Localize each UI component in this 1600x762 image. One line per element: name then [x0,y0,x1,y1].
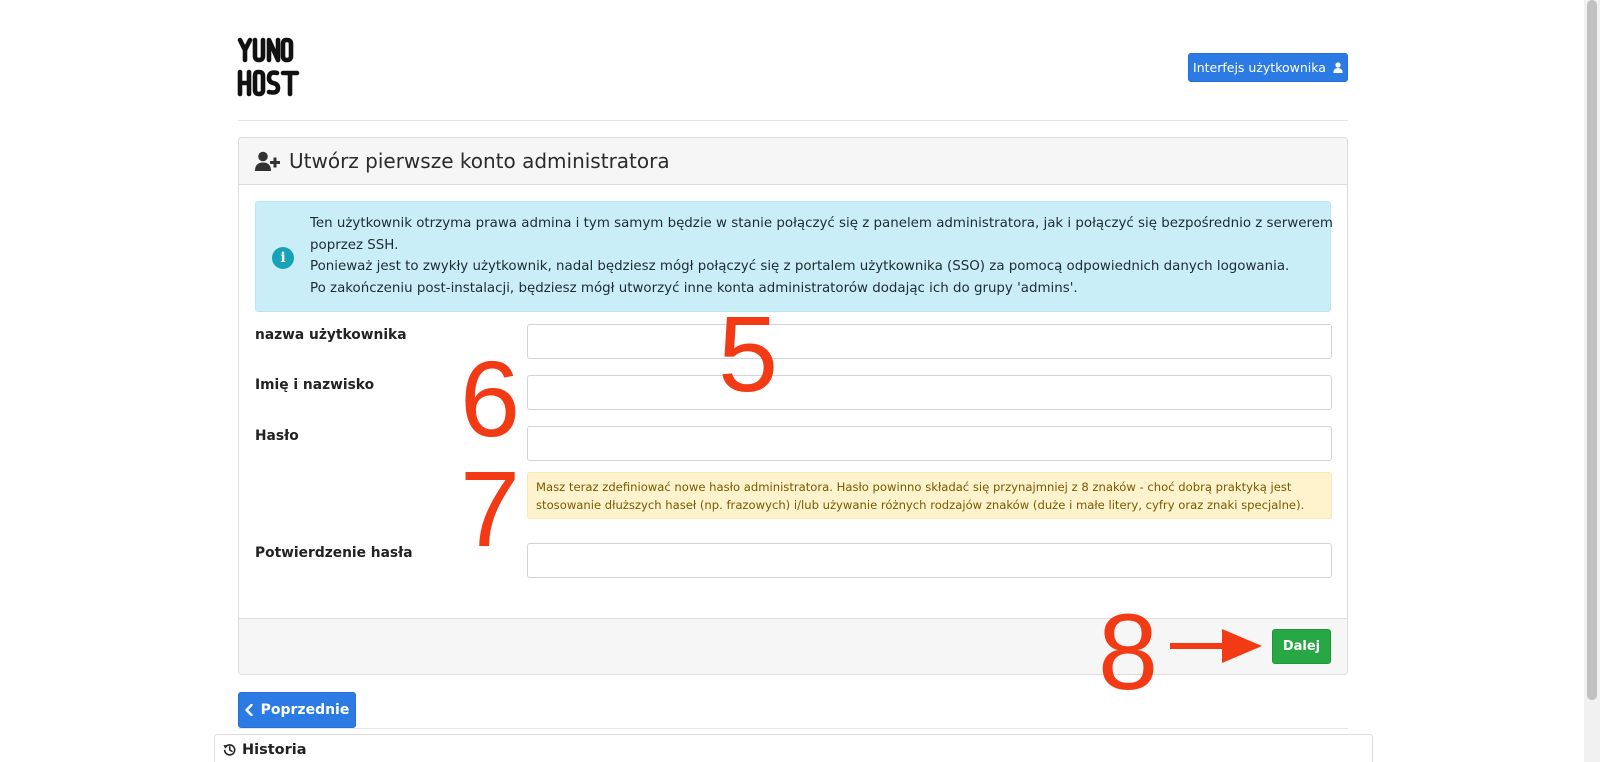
annotation-number-5: 5 [718,293,779,414]
card-header [239,138,1347,185]
username-input[interactable] [527,324,1332,359]
fullname-label: Imię i nazwisko [255,377,375,393]
history-icon [223,743,236,756]
password-input[interactable] [527,426,1332,461]
user-interface-button[interactable] [1188,53,1348,82]
password-hint [527,472,1332,519]
chevron-left-icon [245,704,253,716]
info-line: Po zakończeniu post-instalacji, będziesz mógł utworzyć inne konta administratorów dodając ich do grupy 'admins'. [310,281,1078,297]
yunohost-logo [237,36,309,98]
password-hint-line: stosowanie dłuższych haseł (np. frazowych) i/lub używanie różnych rodzajów znaków (duże i małe litery, cyfry oraz znaki specjalne). [536,498,1305,512]
info-line: poprzez SSH. [310,237,399,253]
scrollbar-thumb[interactable] [1587,0,1597,700]
info-line: Ten użytkownik otrzyma prawa admina i tym samym będzie w stanie połączyć się z panelem administratora, jak i połączyć się bezpośrednio z serwerem [310,216,1333,231]
yunohost-logo-graphic [237,36,309,98]
history-label: Historia [242,741,307,758]
header-divider [238,120,1348,121]
fullname-input[interactable] [527,375,1332,410]
password-confirm-input[interactable] [527,543,1332,578]
create-admin-card [238,137,1348,675]
user-plus-icon [255,151,280,171]
info-line: Ponieważ jest to zwykły użytkownik, nadal będziesz mógł połączyć się z portalem użytkownika (SSO) za pomocą odpowiednich danych logowania. [310,259,1290,275]
arrow-right-icon [1170,627,1262,665]
previous-button[interactable] [238,692,356,728]
password-label: Hasło [255,428,299,444]
user-icon [1333,62,1343,73]
password-confirm-label: Potwierdzenie hasła [255,545,413,561]
info-circle-icon: i [272,247,294,269]
user-interface-button-label: Interfejs użytkownika [1193,60,1326,75]
footer-divider [238,728,1348,729]
info-alert [255,201,1331,312]
scrollbar[interactable] [1584,0,1600,762]
username-label: nazwa użytkownika [255,327,407,343]
annotation-number-6: 6 [460,338,521,459]
card-title: Utwórz pierwsze konto administratora [289,149,670,173]
annotation-number-7: 7 [460,448,521,569]
annotation-number-8: 8 [1098,591,1159,712]
history-panel-toggle[interactable] [214,734,1373,762]
info-alert-text [310,213,1333,300]
password-hint-line: Masz teraz zdefiniować nowe hasło administratora. Hasło powinno składać się przynajmniej z 8 znaków - choć dobrą praktyką jest [536,480,1292,494]
previous-button-label: Poprzednie [260,702,350,718]
next-button[interactable]: Dalej [1272,629,1331,664]
